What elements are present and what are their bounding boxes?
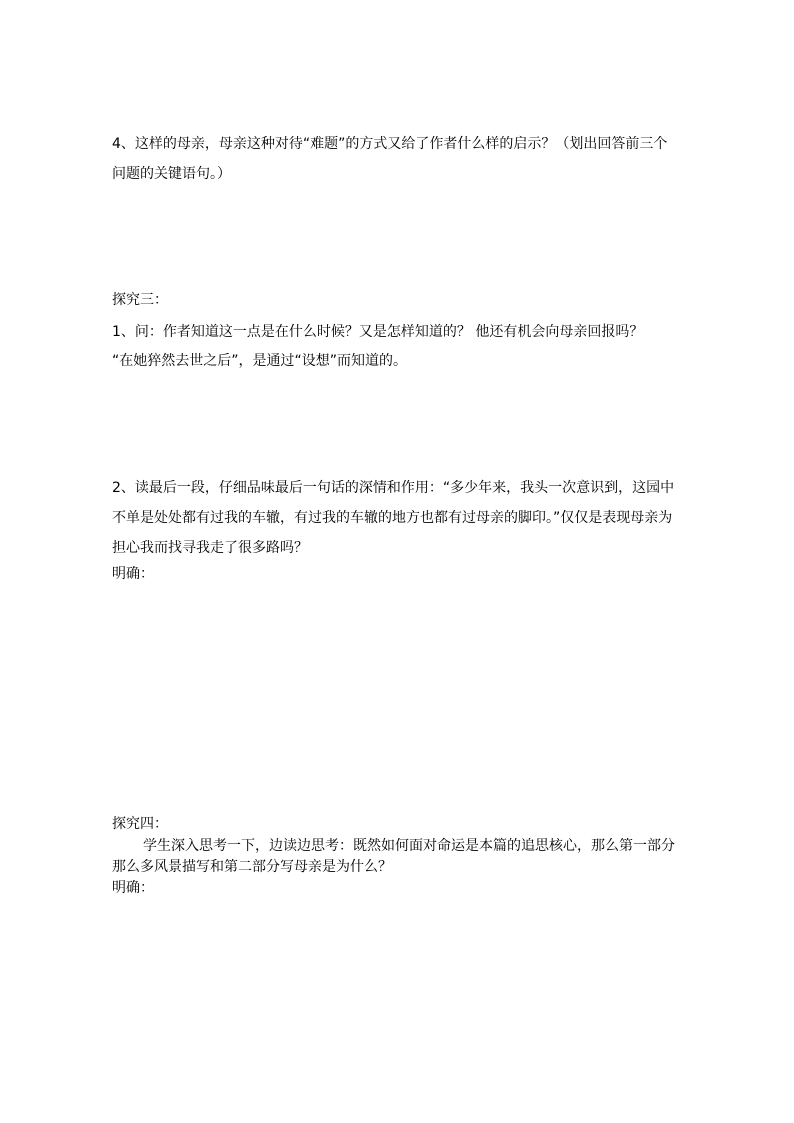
section-4-line-1: 学生深入思考一下，边读边思考：既然如何面对命运是本篇的追思核心，那么第一部分 — [143, 838, 675, 854]
section-3-question-2-line-3: 担心我而找寻我走了很多路吗？ — [112, 540, 308, 556]
section-3-question-2-line-2: 不单是处处都有过我的车辙，有过我的车辙的地方也都有过母亲的脚印。”仅仅是表现母亲为 — [112, 510, 673, 526]
section-4-answer-label: 明确： — [112, 880, 154, 896]
section-3-answer-1: “在她猝然去世之后”，是通过“设想”而知道的。 — [112, 353, 408, 369]
section-4-heading: 探究四： — [112, 816, 168, 832]
section-3-answer-label: 明确： — [112, 566, 154, 582]
section-3-heading: 探究三： — [112, 292, 168, 308]
question-4-line-1: 4、这样的母亲，母亲这种对待“难题”的方式又给了作者什么样的启示？（划出回答前三个 — [112, 136, 668, 152]
question-4-line-2: 问题的关键语句。） — [112, 166, 231, 182]
section-3-question-2-line-1: 2、读最后一段，仔细品味最后一句话的深情和作用：“多少年来，我头一次意识到，这园中 — [112, 480, 675, 496]
section-3-question-1: 1、问：作者知道这一点是在什么时候？又是怎样知道的？ 他还有机会向母亲回报吗？ — [112, 324, 644, 340]
section-4-line-2: 那么多风景描写和第二部分写母亲是为什么？ — [112, 859, 392, 875]
